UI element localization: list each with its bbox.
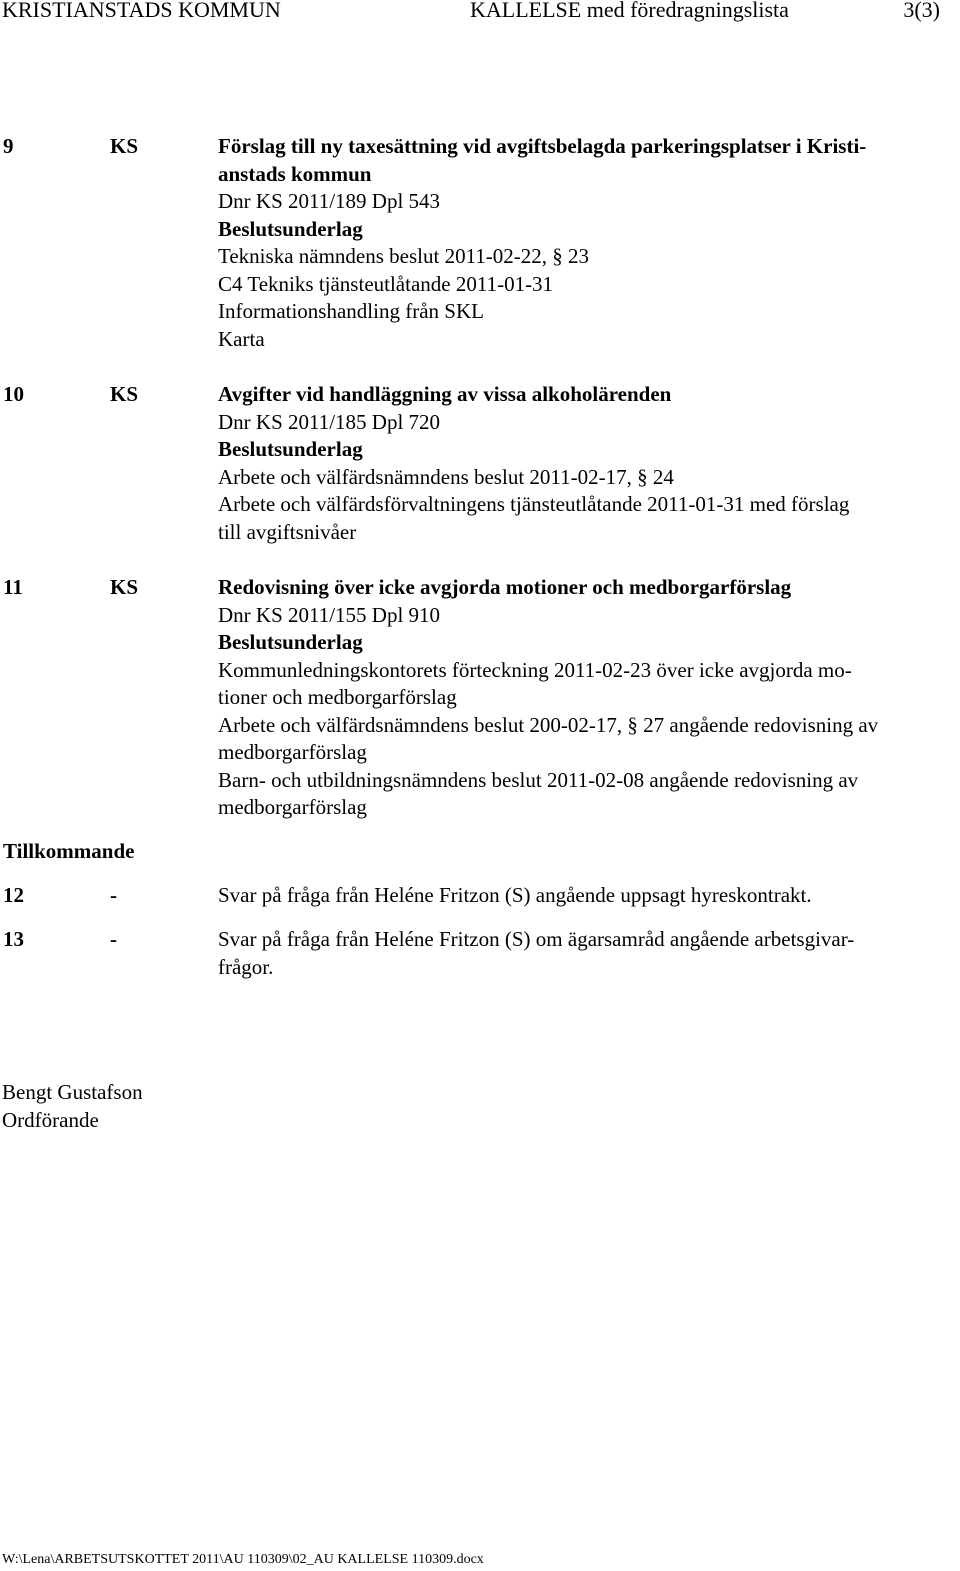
item-body — [218, 133, 958, 353]
item-text: frågor. — [218, 954, 274, 979]
item-number: 9 — [3, 134, 14, 158]
header-page-number: 3(3) — [903, 0, 940, 22]
footer-file-path: W:\Lena\ARBETSUTSKOTTET 2011\AU 110309\02_AU KALLELSE 110309.docx — [2, 1552, 484, 1567]
page-header — [0, 0, 960, 22]
signature-name: Bengt Gustafson — [2, 1080, 143, 1104]
item-body — [218, 381, 958, 546]
item-department: - — [110, 883, 117, 907]
item-dnr: Dnr KS 2011/189 Dpl 543 — [218, 189, 441, 213]
item-dnr: Dnr KS 2011/185 Dpl 720 — [218, 409, 441, 434]
item-attachment: medborgarförslag — [218, 740, 367, 764]
item-text: Svar på fråga från Heléne Fritzon (S) angående uppsagt hyreskontrakt. — [218, 883, 812, 907]
item-department: KS — [110, 134, 139, 158]
item-number: 13 — [3, 927, 24, 951]
item-attachment: tioner och medborgarförslag — [218, 685, 457, 709]
item-attachment: medborgarförslag — [218, 795, 367, 819]
item-department: - — [110, 927, 117, 951]
item-attachment: Informationshandling från SKL — [218, 299, 484, 323]
item-attachment: Kommunledningskontorets förteckning 2011-02-23 över icke avgjorda mo- — [218, 657, 852, 682]
item-body — [218, 574, 958, 822]
item-department: KS — [110, 382, 139, 406]
item-attachment: Arbete och välfärdsnämndens beslut 200-02-17, § 27 angående redovisning av — [218, 712, 879, 737]
header-document-title: KALLELSE med föredragningslista — [470, 0, 789, 22]
signature-role: Ordförande — [2, 1107, 99, 1132]
item-department: KS — [110, 575, 139, 599]
item-attachment: Barn- och utbildningsnämndens beslut 2011-02-08 angående redovisning av — [218, 767, 859, 792]
signature-block — [2, 1079, 143, 1134]
item-number: 11 — [3, 575, 23, 599]
item-beslutsunderlag-heading: Beslutsunderlag — [218, 437, 363, 461]
item-body — [218, 882, 958, 910]
item-body — [218, 926, 958, 981]
item-attachment: Karta — [218, 326, 265, 351]
item-beslutsunderlag-heading: Beslutsunderlag — [218, 630, 363, 654]
item-number: 12 — [3, 883, 24, 907]
item-dnr: Dnr KS 2011/155 Dpl 910 — [218, 602, 441, 627]
item-title: Avgifter vid handläggning av vissa alkoholärenden — [218, 382, 672, 406]
item-attachment: till avgiftsnivåer — [218, 519, 357, 544]
item-title: Förslag till ny taxesättning vid avgiftsbelagda parkeringsplatser i Kristi- — [218, 134, 867, 158]
header-municipality: KRISTIANSTADS KOMMUN — [2, 0, 281, 22]
item-title: Redovisning över icke avgjorda motioner och medborgarförslag — [218, 575, 792, 599]
item-attachment: Arbete och välfärdsförvaltningens tjänsteutlåtande 2011-01-31 med förslag — [218, 492, 850, 516]
item-text: Svar på fråga från Heléne Fritzon (S) om ägarsamråd angående arbetsgivar- — [218, 927, 855, 951]
item-beslutsunderlag-heading: Beslutsunderlag — [218, 216, 363, 241]
item-title: anstads kommun — [218, 161, 372, 186]
section-heading-tillkommande: Tillkommande — [3, 839, 135, 863]
item-attachment: Tekniska nämndens beslut 2011-02-22, § 23 — [218, 244, 590, 268]
item-attachment: Arbete och välfärdsnämndens beslut 2011-02-17, § 24 — [218, 464, 674, 489]
item-number: 10 — [3, 382, 24, 406]
item-attachment: C4 Tekniks tjänsteutlåtande 2011-01-31 — [218, 271, 554, 296]
